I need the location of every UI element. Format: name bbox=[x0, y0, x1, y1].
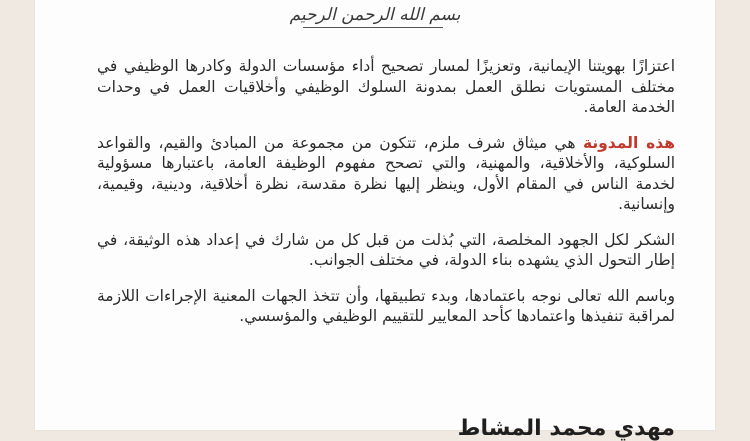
paragraph-directive: وباسم الله تعالى نوجه باعتمادها، وبدء تطبيقها، وأن تتخذ الجهات المعنية الإجراءات اللازمة لمراقبة تنفيذها واعتمادها كأحد المعايير للتقييم الوظيفي والمؤسسي. bbox=[97, 286, 675, 325]
paragraph-code-definition bbox=[97, 133, 675, 215]
document-body bbox=[97, 56, 675, 342]
paragraph-thanks: الشكر لكل الجهود المخلصة، التي بُذلت من قبل كل من شارك في إعداد هذه الوثيقة، في إطار التحول الذي يشهده بناء الدولة، في مختلف الجوانب. bbox=[97, 230, 675, 269]
document-page bbox=[35, 0, 715, 441]
basmala-underline bbox=[303, 27, 443, 28]
basmala-header: بسم الله الرحمن الرحيم bbox=[289, 5, 461, 25]
paragraph-intro: اعتزازًا بهويتنا الإيمانية، وتعزيزًا لمسار تصحيح أداء مؤسسات الدولة وكادرها الوظيفي في مختلف المستويات نطلق العمل بمدونة السلوك الوظيفي وأخلاقيات العمل في وحدات الخدمة العامة. bbox=[97, 57, 675, 116]
code-lead-phrase: هذه المدونة bbox=[582, 133, 675, 152]
code-definition-text: هي ميثاق شرف ملزم، تتكون من مجموعة من المبادئ والقيم، والقواعد السلوكية، والأخلاقية، والمهنية، والتي تصحح مفهوم الوظيفة العامة، باعتبارها مسؤولية لخدمة الناس في المقام الأول، وينظر إليها نظرة مقدسة، نظرة أخلاقية، ودينية، وقيمية، وإنسانية. bbox=[97, 133, 675, 213]
signature-name: مهدي محمد المشاط bbox=[457, 416, 675, 441]
